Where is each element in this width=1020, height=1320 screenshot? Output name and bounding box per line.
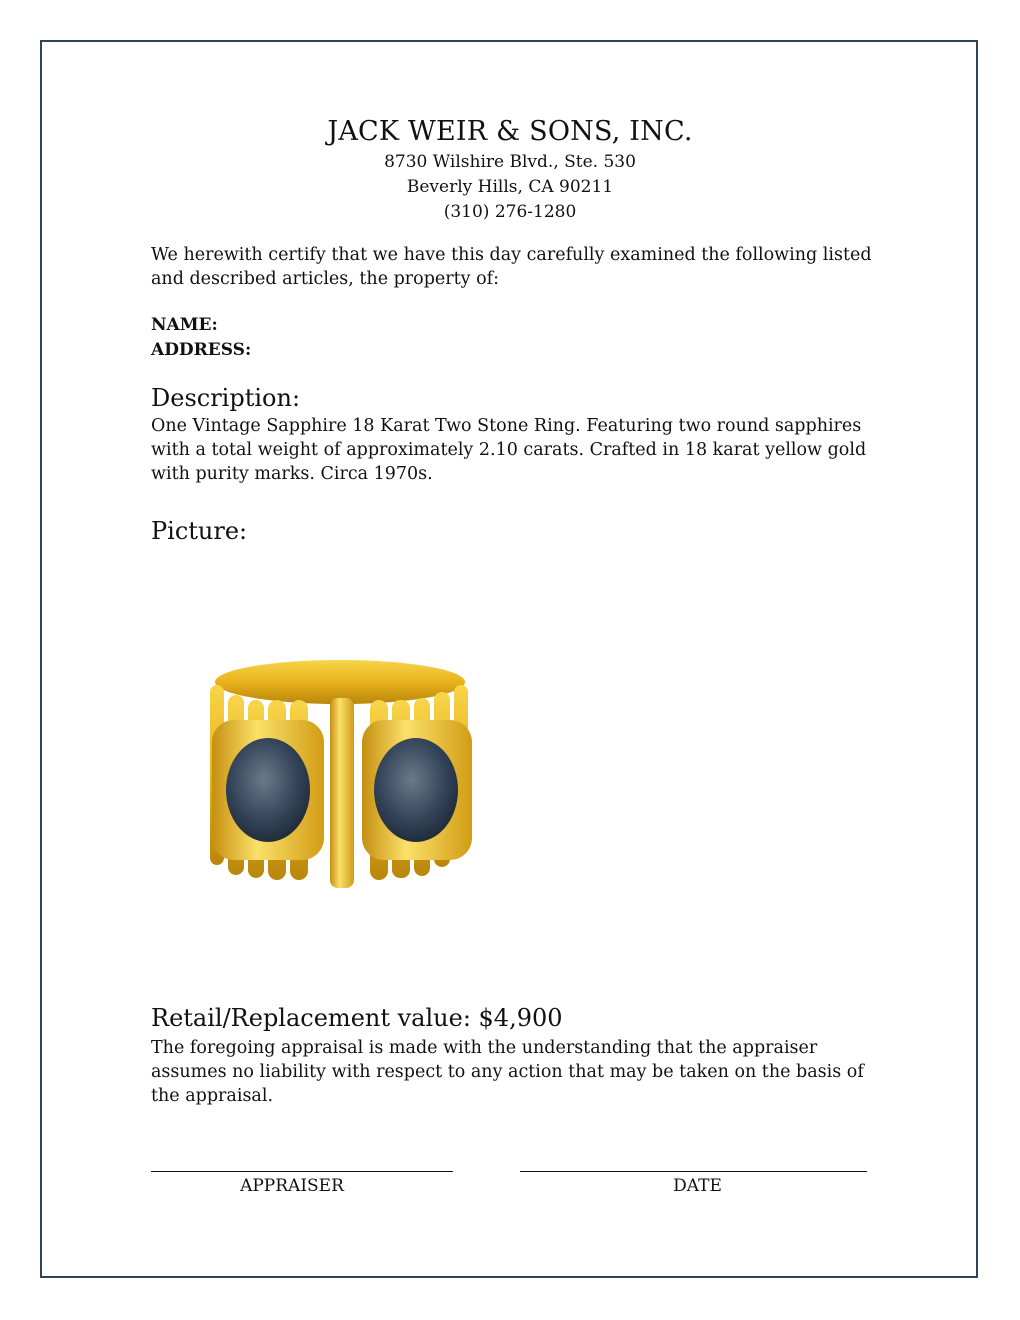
ring-photo: [190, 640, 500, 900]
date-label: DATE: [673, 1176, 722, 1196]
description-heading: Description:: [151, 384, 301, 412]
owner-fields: [151, 313, 876, 363]
description-text: One Vintage Sapphire 18 Karat Two Stone Ring. Featuring two round sapphires with a total weight of approximately 2.10 carats. Crafted in 18 karat yellow gold with purity marks. Circa 1970s.: [151, 416, 867, 484]
letterhead: [0, 116, 1020, 225]
disclaimer-text: The foregoing appraisal is made with the understanding that the appraiser assumes no liability with respect to any action that may be taken on the basis of the appraisal.: [151, 1038, 864, 1106]
picture-heading: Picture:: [151, 517, 248, 545]
name-label: NAME:: [151, 315, 218, 335]
date-signature-line: [520, 1171, 867, 1172]
certification-statement: We herewith certify that we have this day carefully examined the following listed and described articles, the property of:: [151, 245, 872, 289]
company-name: JACK WEIR & SONS, INC.: [327, 116, 693, 147]
appraiser-label: APPRAISER: [240, 1176, 344, 1196]
appraiser-signature-line: [151, 1171, 453, 1172]
address-label: ADDRESS:: [151, 340, 252, 360]
retail-value: Retail/Replacement value: $4,900: [151, 1004, 563, 1032]
company-street: 8730 Wilshire Blvd., Ste. 530: [384, 152, 636, 172]
company-city: Beverly Hills, CA 90211: [406, 177, 614, 197]
company-phone: (310) 276-1280: [443, 202, 577, 222]
